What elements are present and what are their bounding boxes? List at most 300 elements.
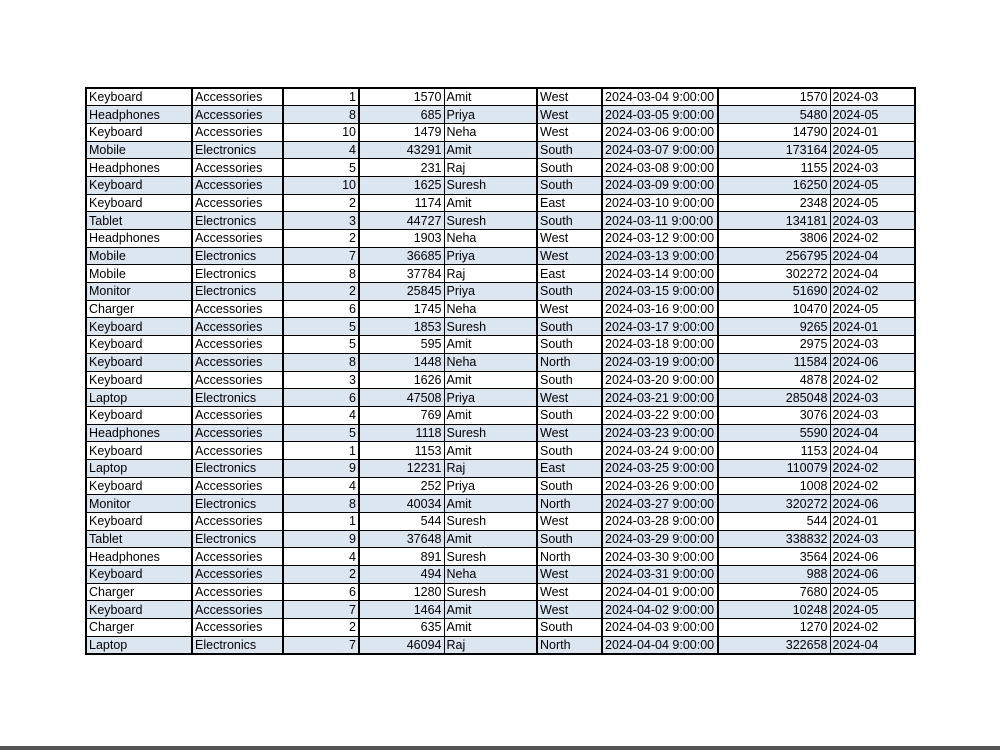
cell-category: Accessories [192, 442, 283, 460]
cell-region: West [537, 300, 602, 318]
cell-product: Mobile [86, 265, 192, 283]
cell-quantity: 6 [283, 583, 359, 601]
table-row [86, 495, 915, 513]
cell-category: Accessories [192, 336, 283, 354]
cell-region: South [537, 283, 602, 301]
cell-month: 2024-04 [830, 424, 915, 442]
table-row [86, 530, 915, 548]
cell-total: 1008 [718, 477, 830, 495]
cell-total: 256795 [718, 247, 830, 265]
cell-total: 10470 [718, 300, 830, 318]
table-row [86, 459, 915, 477]
cell-order-date: 2024-04-04 9:00:00 [602, 636, 718, 654]
cell-month: 2024-06 [830, 353, 915, 371]
cell-product: Keyboard [86, 406, 192, 424]
page-bottom-edge [0, 746, 1000, 750]
table-row [86, 477, 915, 495]
cell-category: Accessories [192, 194, 283, 212]
cell-quantity: 1 [283, 513, 359, 531]
cell-month: 2024-02 [830, 230, 915, 248]
table-row [86, 318, 915, 336]
cell-product: Keyboard [86, 336, 192, 354]
cell-category: Electronics [192, 283, 283, 301]
cell-order-date: 2024-03-23 9:00:00 [602, 424, 718, 442]
cell-total: 302272 [718, 265, 830, 283]
cell-total: 322658 [718, 636, 830, 654]
cell-product: Headphones [86, 230, 192, 248]
cell-month: 2024-06 [830, 548, 915, 566]
table-row [86, 406, 915, 424]
cell-category: Accessories [192, 176, 283, 194]
cell-region: West [537, 583, 602, 601]
cell-month: 2024-04 [830, 247, 915, 265]
cell-category: Accessories [192, 159, 283, 177]
cell-order-date: 2024-03-08 9:00:00 [602, 159, 718, 177]
table-row [86, 548, 915, 566]
cell-month: 2024-03 [830, 389, 915, 407]
cell-salesperson: Neha [444, 566, 537, 584]
cell-order-date: 2024-03-28 9:00:00 [602, 513, 718, 531]
cell-quantity: 7 [283, 636, 359, 654]
cell-unit-price: 769 [359, 406, 444, 424]
cell-product: Headphones [86, 159, 192, 177]
cell-salesperson: Priya [444, 247, 537, 265]
cell-quantity: 2 [283, 283, 359, 301]
cell-category: Electronics [192, 495, 283, 513]
cell-salesperson: Priya [444, 283, 537, 301]
table-body [86, 88, 915, 654]
cell-product: Laptop [86, 636, 192, 654]
cell-month: 2024-03 [830, 336, 915, 354]
cell-unit-price: 46094 [359, 636, 444, 654]
cell-salesperson: Neha [444, 353, 537, 371]
cell-region: West [537, 424, 602, 442]
cell-month: 2024-05 [830, 300, 915, 318]
cell-unit-price: 37648 [359, 530, 444, 548]
cell-salesperson: Raj [444, 636, 537, 654]
cell-total: 3564 [718, 548, 830, 566]
cell-order-date: 2024-03-25 9:00:00 [602, 459, 718, 477]
cell-quantity: 10 [283, 176, 359, 194]
cell-unit-price: 891 [359, 548, 444, 566]
cell-region: East [537, 459, 602, 477]
cell-quantity: 2 [283, 566, 359, 584]
cell-region: South [537, 619, 602, 637]
cell-region: North [537, 548, 602, 566]
cell-region: West [537, 106, 602, 124]
cell-region: West [537, 513, 602, 531]
cell-salesperson: Suresh [444, 548, 537, 566]
cell-quantity: 7 [283, 247, 359, 265]
cell-product: Keyboard [86, 353, 192, 371]
cell-quantity: 3 [283, 371, 359, 389]
table-row [86, 353, 915, 371]
cell-order-date: 2024-03-12 9:00:00 [602, 230, 718, 248]
cell-category: Electronics [192, 636, 283, 654]
cell-product: Tablet [86, 530, 192, 548]
cell-order-date: 2024-03-10 9:00:00 [602, 194, 718, 212]
cell-product: Keyboard [86, 371, 192, 389]
cell-category: Accessories [192, 230, 283, 248]
cell-product: Keyboard [86, 88, 192, 106]
cell-total: 1153 [718, 442, 830, 460]
cell-category: Electronics [192, 459, 283, 477]
cell-month: 2024-02 [830, 477, 915, 495]
cell-salesperson: Raj [444, 459, 537, 477]
cell-category: Electronics [192, 247, 283, 265]
cell-region: East [537, 194, 602, 212]
cell-quantity: 9 [283, 459, 359, 477]
cell-category: Accessories [192, 601, 283, 619]
cell-category: Accessories [192, 583, 283, 601]
cell-order-date: 2024-03-07 9:00:00 [602, 141, 718, 159]
cell-unit-price: 1448 [359, 353, 444, 371]
cell-month: 2024-01 [830, 318, 915, 336]
cell-region: South [537, 530, 602, 548]
data-table [85, 87, 916, 655]
cell-month: 2024-05 [830, 194, 915, 212]
cell-month: 2024-05 [830, 583, 915, 601]
cell-unit-price: 1174 [359, 194, 444, 212]
cell-category: Accessories [192, 353, 283, 371]
cell-region: South [537, 159, 602, 177]
cell-salesperson: Suresh [444, 176, 537, 194]
cell-region: South [537, 477, 602, 495]
cell-order-date: 2024-03-31 9:00:00 [602, 566, 718, 584]
cell-quantity: 5 [283, 424, 359, 442]
cell-quantity: 8 [283, 106, 359, 124]
table-row [86, 389, 915, 407]
cell-month: 2024-03 [830, 88, 915, 106]
cell-category: Accessories [192, 548, 283, 566]
cell-salesperson: Amit [444, 336, 537, 354]
cell-unit-price: 43291 [359, 141, 444, 159]
cell-region: West [537, 247, 602, 265]
cell-salesperson: Suresh [444, 424, 537, 442]
cell-order-date: 2024-03-20 9:00:00 [602, 371, 718, 389]
cell-quantity: 2 [283, 230, 359, 248]
cell-salesperson: Neha [444, 230, 537, 248]
cell-quantity: 6 [283, 300, 359, 318]
table-row [86, 265, 915, 283]
cell-unit-price: 12231 [359, 459, 444, 477]
cell-month: 2024-03 [830, 212, 915, 230]
cell-month: 2024-01 [830, 123, 915, 141]
table-row [86, 230, 915, 248]
cell-unit-price: 1118 [359, 424, 444, 442]
cell-total: 544 [718, 513, 830, 531]
cell-month: 2024-05 [830, 176, 915, 194]
cell-salesperson: Amit [444, 530, 537, 548]
cell-order-date: 2024-03-15 9:00:00 [602, 283, 718, 301]
cell-total: 5590 [718, 424, 830, 442]
cell-unit-price: 635 [359, 619, 444, 637]
cell-region: South [537, 336, 602, 354]
cell-quantity: 9 [283, 530, 359, 548]
cell-quantity: 7 [283, 601, 359, 619]
cell-category: Accessories [192, 318, 283, 336]
cell-salesperson: Amit [444, 495, 537, 513]
cell-category: Accessories [192, 566, 283, 584]
cell-total: 988 [718, 566, 830, 584]
cell-category: Electronics [192, 212, 283, 230]
cell-region: South [537, 212, 602, 230]
cell-month: 2024-01 [830, 513, 915, 531]
cell-salesperson: Amit [444, 442, 537, 460]
cell-order-date: 2024-03-30 9:00:00 [602, 548, 718, 566]
cell-salesperson: Suresh [444, 583, 537, 601]
cell-region: South [537, 442, 602, 460]
cell-total: 2348 [718, 194, 830, 212]
cell-unit-price: 1903 [359, 230, 444, 248]
cell-product: Keyboard [86, 123, 192, 141]
table-row [86, 176, 915, 194]
cell-region: West [537, 230, 602, 248]
cell-month: 2024-02 [830, 459, 915, 477]
table-row [86, 212, 915, 230]
table-row [86, 619, 915, 637]
table-row [86, 424, 915, 442]
cell-region: North [537, 495, 602, 513]
cell-category: Accessories [192, 88, 283, 106]
cell-total: 5480 [718, 106, 830, 124]
table-row [86, 371, 915, 389]
cell-unit-price: 47508 [359, 389, 444, 407]
cell-quantity: 4 [283, 141, 359, 159]
cell-region: South [537, 318, 602, 336]
cell-total: 1270 [718, 619, 830, 637]
cell-unit-price: 36685 [359, 247, 444, 265]
cell-order-date: 2024-03-11 9:00:00 [602, 212, 718, 230]
table-row [86, 141, 915, 159]
cell-region: West [537, 389, 602, 407]
cell-quantity: 8 [283, 265, 359, 283]
cell-product: Monitor [86, 283, 192, 301]
cell-region: East [537, 265, 602, 283]
cell-order-date: 2024-03-13 9:00:00 [602, 247, 718, 265]
cell-order-date: 2024-03-26 9:00:00 [602, 477, 718, 495]
cell-product: Charger [86, 619, 192, 637]
cell-category: Accessories [192, 371, 283, 389]
table-row [86, 566, 915, 584]
cell-category: Accessories [192, 513, 283, 531]
cell-category: Accessories [192, 300, 283, 318]
cell-unit-price: 1570 [359, 88, 444, 106]
cell-category: Electronics [192, 265, 283, 283]
table-row [86, 159, 915, 177]
cell-category: Accessories [192, 424, 283, 442]
cell-product: Charger [86, 300, 192, 318]
cell-quantity: 4 [283, 477, 359, 495]
cell-product: Headphones [86, 106, 192, 124]
cell-unit-price: 1464 [359, 601, 444, 619]
cell-total: 14790 [718, 123, 830, 141]
cell-region: South [537, 371, 602, 389]
cell-salesperson: Amit [444, 371, 537, 389]
cell-total: 285048 [718, 389, 830, 407]
cell-category: Electronics [192, 141, 283, 159]
cell-unit-price: 1745 [359, 300, 444, 318]
cell-product: Keyboard [86, 318, 192, 336]
cell-month: 2024-02 [830, 283, 915, 301]
cell-month: 2024-04 [830, 636, 915, 654]
cell-total: 16250 [718, 176, 830, 194]
cell-quantity: 8 [283, 495, 359, 513]
cell-total: 3806 [718, 230, 830, 248]
cell-region: South [537, 406, 602, 424]
table-row [86, 583, 915, 601]
cell-product: Charger [86, 583, 192, 601]
cell-total: 9265 [718, 318, 830, 336]
cell-product: Monitor [86, 495, 192, 513]
cell-order-date: 2024-03-09 9:00:00 [602, 176, 718, 194]
cell-product: Keyboard [86, 601, 192, 619]
cell-order-date: 2024-03-16 9:00:00 [602, 300, 718, 318]
cell-quantity: 5 [283, 336, 359, 354]
cell-salesperson: Priya [444, 106, 537, 124]
cell-unit-price: 37784 [359, 265, 444, 283]
cell-category: Accessories [192, 619, 283, 637]
cell-total: 2975 [718, 336, 830, 354]
table-row [86, 88, 915, 106]
cell-month: 2024-03 [830, 159, 915, 177]
table-row [86, 300, 915, 318]
cell-order-date: 2024-03-18 9:00:00 [602, 336, 718, 354]
cell-month: 2024-05 [830, 141, 915, 159]
cell-month: 2024-04 [830, 265, 915, 283]
cell-region: North [537, 353, 602, 371]
cell-unit-price: 595 [359, 336, 444, 354]
cell-month: 2024-04 [830, 442, 915, 460]
cell-month: 2024-03 [830, 530, 915, 548]
cell-total: 11584 [718, 353, 830, 371]
cell-product: Headphones [86, 424, 192, 442]
cell-region: North [537, 636, 602, 654]
cell-unit-price: 494 [359, 566, 444, 584]
cell-region: South [537, 141, 602, 159]
cell-product: Keyboard [86, 176, 192, 194]
cell-order-date: 2024-03-21 9:00:00 [602, 389, 718, 407]
cell-total: 51690 [718, 283, 830, 301]
cell-order-date: 2024-03-29 9:00:00 [602, 530, 718, 548]
cell-unit-price: 231 [359, 159, 444, 177]
cell-unit-price: 544 [359, 513, 444, 531]
cell-unit-price: 1626 [359, 371, 444, 389]
cell-total: 1570 [718, 88, 830, 106]
cell-salesperson: Raj [444, 159, 537, 177]
cell-month: 2024-03 [830, 406, 915, 424]
table-row [86, 513, 915, 531]
cell-salesperson: Priya [444, 389, 537, 407]
cell-total: 338832 [718, 530, 830, 548]
cell-order-date: 2024-03-19 9:00:00 [602, 353, 718, 371]
cell-total: 3076 [718, 406, 830, 424]
cell-order-date: 2024-03-04 9:00:00 [602, 88, 718, 106]
cell-quantity: 1 [283, 88, 359, 106]
cell-product: Mobile [86, 247, 192, 265]
cell-unit-price: 40034 [359, 495, 444, 513]
cell-unit-price: 1625 [359, 176, 444, 194]
table-row [86, 442, 915, 460]
cell-salesperson: Suresh [444, 513, 537, 531]
cell-category: Accessories [192, 123, 283, 141]
cell-quantity: 10 [283, 123, 359, 141]
cell-salesperson: Amit [444, 619, 537, 637]
cell-unit-price: 1479 [359, 123, 444, 141]
cell-product: Laptop [86, 389, 192, 407]
cell-total: 7680 [718, 583, 830, 601]
cell-unit-price: 1280 [359, 583, 444, 601]
cell-salesperson: Amit [444, 406, 537, 424]
cell-product: Keyboard [86, 477, 192, 495]
cell-total: 134181 [718, 212, 830, 230]
cell-order-date: 2024-04-01 9:00:00 [602, 583, 718, 601]
cell-unit-price: 1853 [359, 318, 444, 336]
cell-region: South [537, 176, 602, 194]
cell-category: Electronics [192, 530, 283, 548]
cell-product: Mobile [86, 141, 192, 159]
cell-order-date: 2024-04-03 9:00:00 [602, 619, 718, 637]
cell-quantity: 4 [283, 406, 359, 424]
cell-product: Keyboard [86, 442, 192, 460]
cell-unit-price: 252 [359, 477, 444, 495]
table-row [86, 636, 915, 654]
cell-salesperson: Amit [444, 88, 537, 106]
cell-total: 10248 [718, 601, 830, 619]
cell-month: 2024-02 [830, 619, 915, 637]
cell-quantity: 2 [283, 194, 359, 212]
cell-total: 4878 [718, 371, 830, 389]
cell-category: Accessories [192, 477, 283, 495]
cell-quantity: 1 [283, 442, 359, 460]
cell-order-date: 2024-03-17 9:00:00 [602, 318, 718, 336]
cell-category: Accessories [192, 106, 283, 124]
cell-salesperson: Neha [444, 300, 537, 318]
cell-total: 1155 [718, 159, 830, 177]
cell-category: Electronics [192, 389, 283, 407]
cell-total: 320272 [718, 495, 830, 513]
cell-total: 173164 [718, 141, 830, 159]
cell-product: Keyboard [86, 566, 192, 584]
cell-quantity: 8 [283, 353, 359, 371]
cell-product: Keyboard [86, 513, 192, 531]
cell-unit-price: 25845 [359, 283, 444, 301]
cell-region: West [537, 601, 602, 619]
table-row [86, 601, 915, 619]
cell-salesperson: Amit [444, 601, 537, 619]
table-row [86, 336, 915, 354]
cell-order-date: 2024-04-02 9:00:00 [602, 601, 718, 619]
cell-salesperson: Suresh [444, 318, 537, 336]
cell-salesperson: Amit [444, 194, 537, 212]
cell-salesperson: Raj [444, 265, 537, 283]
cell-region: West [537, 123, 602, 141]
cell-product: Tablet [86, 212, 192, 230]
cell-month: 2024-06 [830, 495, 915, 513]
cell-order-date: 2024-03-27 9:00:00 [602, 495, 718, 513]
cell-month: 2024-02 [830, 371, 915, 389]
cell-product: Laptop [86, 459, 192, 477]
cell-order-date: 2024-03-22 9:00:00 [602, 406, 718, 424]
cell-month: 2024-05 [830, 601, 915, 619]
cell-quantity: 4 [283, 548, 359, 566]
cell-order-date: 2024-03-05 9:00:00 [602, 106, 718, 124]
cell-order-date: 2024-03-24 9:00:00 [602, 442, 718, 460]
cell-product: Keyboard [86, 194, 192, 212]
cell-quantity: 5 [283, 159, 359, 177]
cell-quantity: 3 [283, 212, 359, 230]
table-row [86, 283, 915, 301]
